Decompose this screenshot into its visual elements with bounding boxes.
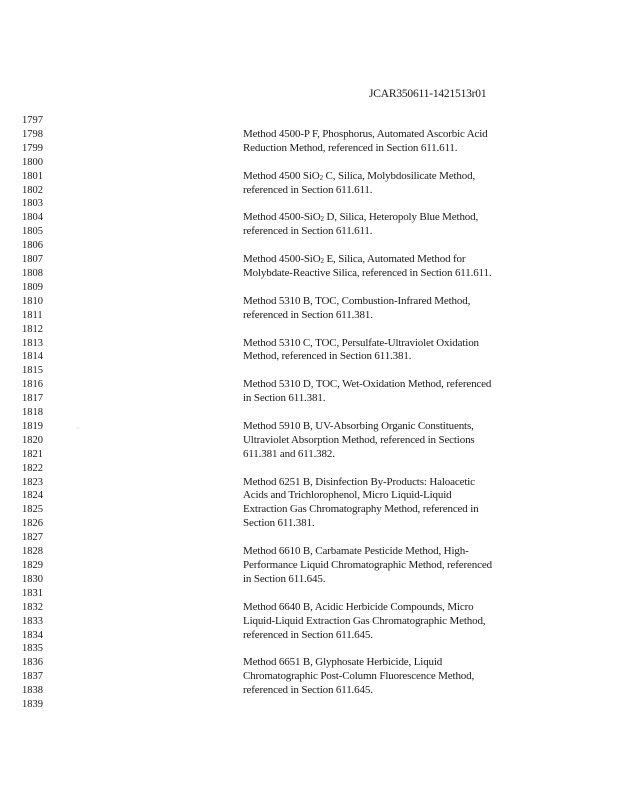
text-line: [0, 462, 618, 476]
line-text: referenced in Section 611.645.: [243, 684, 373, 697]
subscript: 2: [320, 215, 324, 224]
line-number: 1811: [22, 309, 43, 321]
text-line: [0, 476, 618, 490]
line-number: 1800: [22, 156, 43, 168]
text-line: [0, 531, 618, 545]
line-text: referenced in Section 611.611.: [243, 183, 373, 196]
line-number: 1828: [22, 546, 43, 558]
line-number: 1814: [22, 351, 43, 363]
line-number: 1805: [22, 226, 43, 238]
line-number: 1823: [22, 476, 43, 488]
line-number: 1829: [22, 560, 43, 571]
line-number: 1799: [22, 142, 43, 154]
text-line: [0, 253, 618, 267]
text-line: [0, 392, 618, 406]
line-text: Method 6640 B, Acidic Herbicide Compounds, Micro: [243, 600, 474, 613]
text-line: [0, 587, 618, 601]
line-text: 611.381 and 611.382.: [243, 447, 335, 460]
line-number: 1826: [22, 518, 43, 530]
line-text: Method 6251 B, Disinfection By-Products: Haloacetic: [243, 475, 475, 488]
line-text: Section 611.381.: [243, 517, 315, 530]
text-line: [0, 420, 618, 434]
line-number: 1817: [22, 393, 43, 405]
text-line: [0, 601, 618, 615]
text-line: [0, 350, 618, 364]
line-number: 1839: [22, 699, 43, 711]
text-line: [0, 337, 618, 351]
text-line: [0, 364, 618, 378]
text-line: [0, 615, 618, 629]
text-line: [0, 281, 618, 295]
document-id-header: JCAR350611-1421513r01: [369, 88, 487, 100]
line-number: 1821: [22, 448, 43, 460]
text-line: [0, 698, 618, 712]
text-line: [0, 170, 618, 184]
line-text: Method, referenced in Section 611.381.: [243, 350, 412, 363]
text-line: [0, 573, 618, 587]
line-number: 1808: [22, 267, 43, 279]
line-text: Method 5910 B, UV-Absorbing Organic Constituents,: [243, 419, 474, 432]
text-line: [0, 239, 618, 253]
line-number: 1838: [22, 685, 43, 697]
line-number: 1798: [22, 128, 43, 140]
text-line: [0, 128, 618, 142]
line-text: Liquid-Liquid Extraction Gas Chromatographic Method,: [243, 614, 486, 627]
line-number: 1816: [22, 379, 43, 391]
line-text: in Section 611.645.: [243, 572, 326, 585]
line-text: Method 5310 B, TOC, Combustion-Infrared Method,: [243, 294, 471, 307]
line-text: Extraction Gas Chromatography Method, referenced in: [243, 503, 479, 516]
line-number: 1813: [22, 337, 43, 349]
line-number: 1834: [22, 629, 43, 641]
line-number: 1812: [22, 323, 43, 335]
line-number: 1815: [22, 365, 43, 377]
text-line: [0, 184, 618, 198]
text-line: [0, 378, 618, 392]
line-text: [243, 253, 465, 267]
line-text: Reduction Method, referenced in Section 611.611.: [243, 141, 458, 154]
text-line: [0, 517, 618, 531]
line-number: 1803: [22, 198, 43, 210]
line-text: Method 6610 B, Carbamate Pesticide Method, High-: [243, 545, 469, 558]
stray-mark: ·: [77, 426, 79, 432]
line-text: Performance Liquid Chromatographic Method, referenced: [243, 559, 492, 571]
line-text-post: E, Silica, Automated Method for: [323, 253, 466, 266]
text-line: [0, 267, 618, 281]
line-number: 1807: [22, 254, 43, 266]
line-number: 1837: [22, 671, 43, 683]
line-text-pre: Method 4500-SiO: [243, 253, 321, 266]
text-line: [0, 559, 618, 573]
line-text: [243, 211, 478, 225]
line-text: Ultraviolet Absorption Method, referenced in Sections: [243, 433, 475, 446]
text-line: [0, 503, 618, 517]
text-line: [0, 656, 618, 670]
line-text: referenced in Section 611.645.: [243, 628, 373, 641]
text-line: [0, 156, 618, 170]
text-line: [0, 114, 618, 128]
line-text-post: D, Silica, Heteropoly Blue Method,: [323, 211, 479, 224]
line-number: 1830: [22, 573, 43, 585]
subscript: 2: [320, 257, 324, 266]
text-line: [0, 489, 618, 503]
line-text: Acids and Trichlorophenol, Micro Liquid-Liquid: [243, 489, 452, 502]
line-text: Chromatographic Post-Column Fluorescence Method,: [243, 670, 475, 683]
line-number: 1836: [22, 657, 43, 669]
line-text: referenced in Section 611.381.: [243, 308, 373, 321]
text-line: [0, 642, 618, 656]
line-number: 1802: [22, 184, 43, 196]
text-line: [0, 295, 618, 309]
line-text: [243, 170, 475, 184]
line-number: 1797: [22, 115, 43, 126]
line-text: Method 5310 D, TOC, Wet-Oxidation Method, referenced: [243, 378, 492, 391]
text-line: [0, 684, 618, 698]
text-line: [0, 406, 618, 420]
text-line: [0, 142, 618, 156]
line-number: 1809: [22, 281, 43, 293]
line-text-post: C, Silica, Molybdosilicate Method,: [322, 169, 476, 182]
line-number: 1801: [22, 170, 43, 182]
line-text: Method 4500-P F, Phosphorus, Automated Ascorbic Acid: [243, 127, 488, 140]
numbered-text-body: [0, 114, 618, 712]
line-text: Method 6651 B, Glyphosate Herbicide, Liquid: [243, 656, 443, 669]
text-line: [0, 670, 618, 684]
line-text: Method 5310 C, TOC, Persulfate-Ultraviolet Oxidation: [243, 336, 479, 349]
line-number: 1835: [22, 643, 43, 655]
line-text-pre: Method 4500 SiO: [243, 169, 320, 182]
line-number: 1832: [22, 601, 43, 613]
line-number: 1827: [22, 532, 43, 544]
line-number: 1822: [22, 462, 43, 474]
text-line: [0, 629, 618, 643]
text-line: [0, 323, 618, 337]
line-number: 1810: [22, 295, 43, 307]
subscript: 2: [319, 173, 323, 182]
line-number: 1833: [22, 615, 43, 627]
text-line: [0, 197, 618, 211]
text-line: [0, 225, 618, 239]
line-number: 1831: [22, 587, 43, 599]
text-line: [0, 211, 618, 225]
line-number: 1819: [22, 420, 43, 432]
line-text: in Section 611.381.: [243, 392, 326, 405]
text-line: [0, 545, 618, 559]
line-number: 1818: [22, 407, 43, 419]
line-number: 1825: [22, 504, 43, 516]
line-number: 1804: [22, 212, 43, 224]
line-text-pre: Method 4500-SiO: [243, 211, 321, 224]
line-number: 1824: [22, 490, 43, 502]
line-number: 1820: [22, 434, 43, 446]
text-line: [0, 309, 618, 323]
text-line: [0, 434, 618, 448]
text-line: [0, 448, 618, 462]
line-text: Molybdate-Reactive Silica, referenced in Section 611.611.: [243, 266, 492, 279]
line-text: referenced in Section 611.611.: [243, 225, 373, 238]
line-number: 1806: [22, 240, 43, 252]
